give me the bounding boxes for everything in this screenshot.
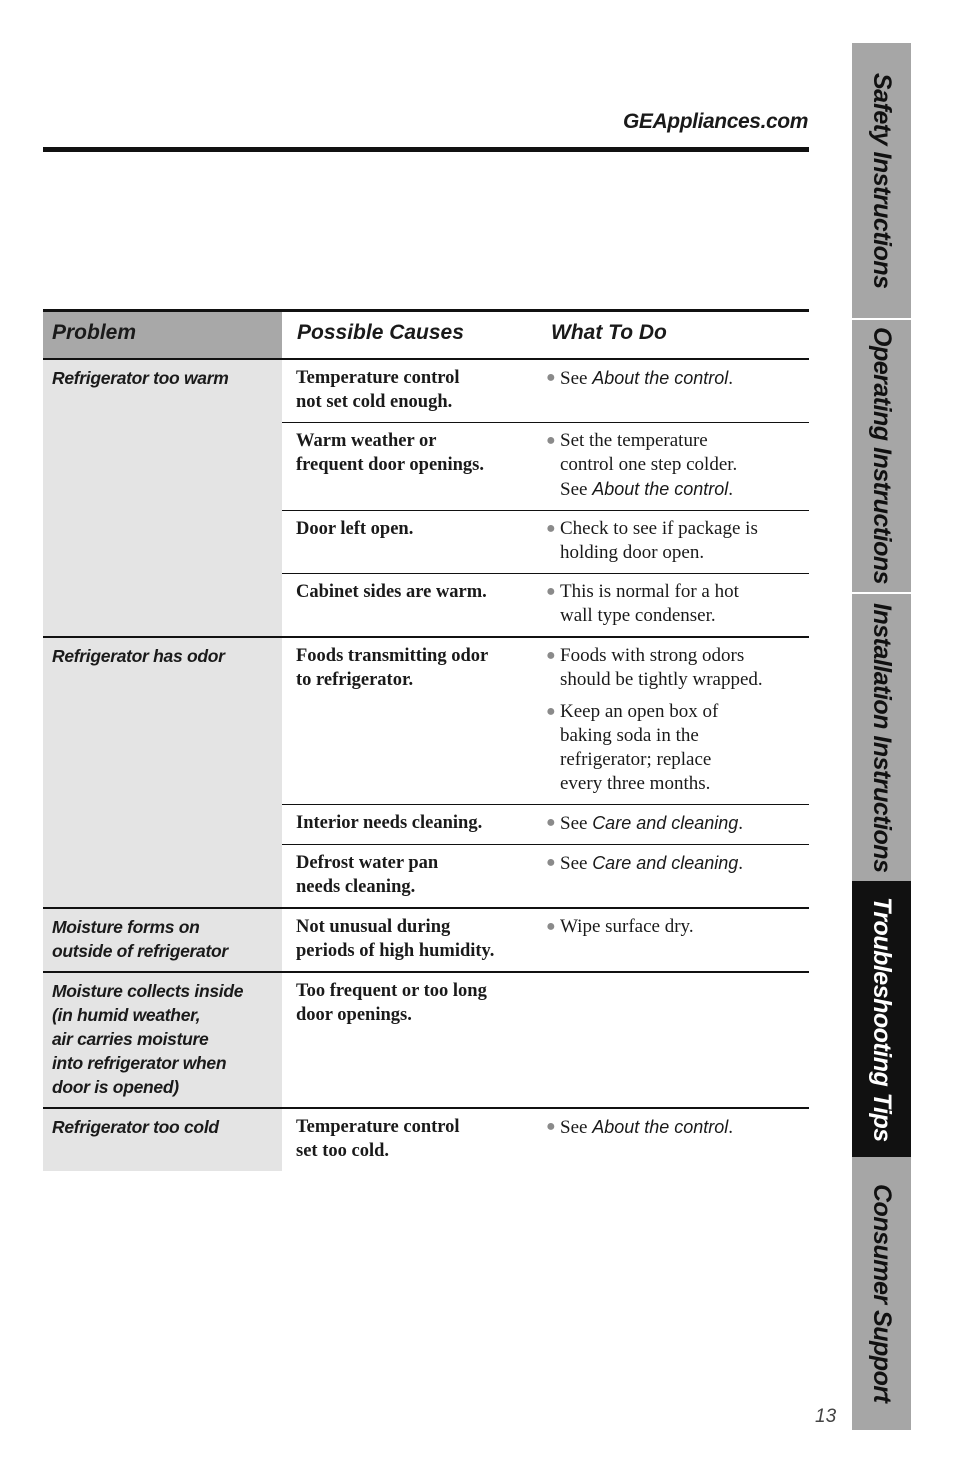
action-line [560,517,758,541]
action-line-text: See [560,479,593,500]
tab-operating-instructions[interactable] [852,320,911,592]
action-line [560,724,718,748]
cause-text: not set cold enough. [296,392,453,412]
action-line-text: See [560,813,593,834]
problem-text: Moisture forms on [52,917,200,937]
problem-text: into refrigerator when [52,1053,227,1073]
bullet-icon: ● [546,814,556,831]
what-to-do-cell [534,644,809,796]
action-line [560,811,743,836]
cause-text: frequent door openings. [296,455,484,475]
problem-text: Refrigerator too cold [52,1117,219,1137]
table-body [43,360,809,1171]
cause-text: needs cleaning. [296,877,416,897]
reference-punct: . [728,368,734,389]
bullet-icon: ● [546,520,556,537]
top-rule [43,147,809,152]
problem-text: air carries moisture [52,1029,209,1049]
table-header [43,309,809,360]
problem-text: Moisture collects inside [52,981,244,1001]
reference-punct: . [738,813,744,834]
cause-cell [282,517,534,565]
problem-text: Refrigerator too warm [52,368,229,388]
cause-cell [282,1115,534,1163]
action-line [560,604,739,628]
action-line [560,541,758,565]
action-line-text: Foods with strong odors [560,645,745,666]
action-line [560,1115,733,1140]
table-row [282,1109,809,1171]
what-to-do-cell [534,915,809,963]
action-line-text: See [560,368,593,389]
tab-label: Safety Instructions [868,72,896,289]
cause-cell [282,580,534,628]
action-text [560,429,737,502]
cause-cell [282,979,534,1027]
table-row [282,804,809,844]
action-bullet [546,851,809,876]
action-line [560,851,743,876]
tab-label: Operating Instructions [868,327,896,585]
cause-text: Door left open. [296,519,414,539]
cause-cell [282,429,534,502]
table-row [282,638,809,804]
reference-link-text: About the control [592,368,729,388]
action-line-text: Keep an open box of [560,701,719,722]
action-line [560,772,718,796]
cause-text: Warm weather or [296,431,437,451]
action-line [560,429,737,453]
cause-rows [282,973,809,1107]
action-bullet [546,700,809,796]
reference-punct: . [728,479,734,500]
cause-text: Interior needs cleaning. [296,813,483,833]
cause-cell [282,851,534,899]
action-bullet [546,366,809,391]
cause-text: Too frequent or too long [296,981,487,1001]
what-to-do-cell [534,851,809,899]
cause-text: set too cold. [296,1141,389,1161]
action-text [560,1115,733,1140]
action-bullet [546,1115,809,1140]
action-line-text: control one step colder. [560,454,738,475]
cause-rows [282,1109,809,1171]
action-line-text: Wipe surface dry. [560,916,694,937]
bullet-icon: ● [546,369,556,386]
bullet-icon: ● [546,1118,556,1135]
action-bullet [546,517,809,565]
action-line-text: See [560,1117,593,1138]
bullet-icon: ● [546,854,556,871]
reference-link-text: About the control [592,1117,729,1137]
cause-text: periods of high humidity. [296,941,495,961]
bullet-icon: ● [546,918,556,935]
action-line [560,700,718,724]
action-line [560,580,739,604]
action-line [560,366,733,391]
cause-text: Defrost water pan [296,853,439,873]
page-number: 13 [815,1406,837,1427]
action-line [560,644,763,668]
column-header-causes: Possible Causes [297,321,464,344]
action-line [560,915,694,939]
problem-cell [43,360,282,636]
tab-troubleshooting-tips[interactable] [852,881,911,1157]
bullet-icon: ● [546,703,556,720]
what-to-do-cell [534,366,809,414]
cause-cell [282,366,534,414]
action-bullet [546,811,809,836]
reference-punct: . [738,853,744,874]
table-row [282,573,809,636]
what-to-do-cell [534,517,809,565]
action-line-text: This is normal for a hot [560,581,739,602]
cause-cell [282,915,534,963]
cause-text: door openings. [296,1005,412,1025]
table-row [282,422,809,510]
what-to-do-cell [534,1115,809,1163]
table-row [282,973,809,1035]
problem-text: outside of refrigerator [52,941,228,961]
action-line [560,477,737,502]
tab-installation-instructions[interactable] [852,594,911,881]
reference-link-text: About the control [592,479,729,499]
action-bullet [546,580,809,628]
action-line-text: holding door open. [560,542,705,563]
problem-text: door is opened) [52,1077,179,1097]
problem-group [43,1107,809,1171]
reference-punct: . [728,1117,734,1138]
action-text [560,580,739,628]
section-tabs [852,43,911,1430]
action-text [560,700,718,796]
what-to-do-cell [534,979,809,1027]
action-text [560,517,758,565]
table-row [282,510,809,573]
table-row [282,909,809,971]
action-line-text: every three months. [560,773,711,794]
cause-text: Temperature control [296,368,460,388]
action-line-text: Check to see if package is [560,518,758,539]
table-row [282,360,809,422]
tab-label: Consumer Support [868,1184,896,1403]
what-to-do-cell [534,429,809,502]
problem-group [43,636,809,907]
what-to-do-cell [534,580,809,628]
cause-text: Not unusual during [296,917,451,937]
cause-rows [282,360,809,636]
problem-text: (in humid weather, [52,1005,201,1025]
action-text [560,915,694,939]
reference-link-text: Care and cleaning [592,853,739,873]
cause-cell [282,644,534,796]
column-header-problem: Problem [52,321,137,344]
bullet-icon: ● [546,432,556,449]
site-url[interactable]: GEAppliances.com [623,110,808,133]
table-row [282,844,809,907]
problem-cell [43,1109,282,1171]
tab-consumer-support[interactable] [852,1157,911,1430]
bullet-icon: ● [546,647,556,664]
problem-cell [43,909,282,971]
cause-rows [282,909,809,971]
cause-text: Temperature control [296,1117,460,1137]
reference-link-text: Care and cleaning [592,813,739,833]
action-line [560,668,763,692]
action-line-text: should be tightly wrapped. [560,669,763,690]
action-text [560,366,733,391]
tab-label: Troubleshooting Tips [868,896,896,1142]
troubleshooting-table [43,309,809,1171]
action-bullet [546,644,809,692]
action-line-text: wall type condenser. [560,605,716,626]
action-line-text: See [560,853,593,874]
column-header-what-to-do: What To Do [551,321,667,344]
problem-group [43,971,809,1107]
problem-group [43,907,809,971]
action-line [560,453,737,477]
tab-safety-instructions[interactable] [852,43,911,318]
cause-cell [282,811,534,836]
action-line-text: baking soda in the [560,725,699,746]
cause-text: Cabinet sides are warm. [296,582,487,602]
problem-cell [43,973,282,1107]
action-text [560,851,743,876]
problem-group [43,360,809,636]
action-bullet [546,915,809,939]
action-line-text: Set the temperature [560,430,708,451]
tab-label: Installation Instructions [868,602,896,873]
problem-cell [43,638,282,907]
action-text [560,644,763,692]
cause-text: to refrigerator. [296,670,414,690]
what-to-do-cell [534,811,809,836]
problem-text: Refrigerator has odor [52,646,225,666]
action-text [560,811,743,836]
cause-text: Foods transmitting odor [296,646,489,666]
bullet-icon: ● [546,583,556,600]
action-bullet [546,429,809,502]
action-line-text: refrigerator; replace [560,749,712,770]
action-line [560,748,718,772]
cause-rows [282,638,809,907]
